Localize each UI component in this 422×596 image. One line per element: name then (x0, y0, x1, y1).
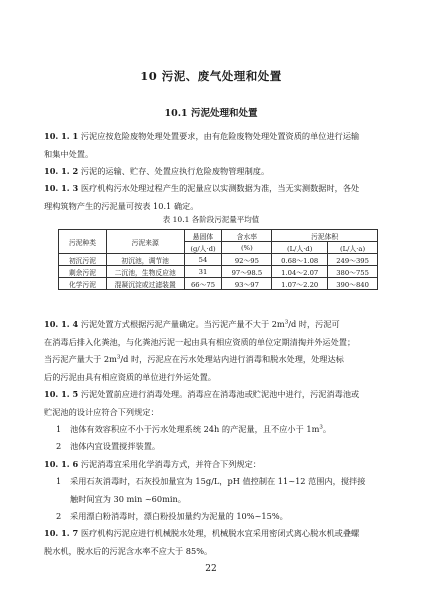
clause-10-1-3 (44, 180, 382, 215)
clause-text: 污泥处置方式根据污泥产量确定。当污泥产量不大于 2m (80, 319, 285, 329)
clause-10-1-6 (44, 456, 382, 474)
sludge-table (58, 229, 378, 290)
table-row (59, 266, 378, 278)
table-cell: 1.07～2.20 (272, 278, 328, 290)
table-caption: 表 10.1 各阶段污泥量平均值 (162, 215, 260, 224)
clause-number: 10. 1. 5 (44, 389, 79, 399)
table-header-moisture-unit: (%) (222, 242, 272, 254)
clause-text: /d 时，污泥可 (288, 319, 340, 329)
list-index: 2 (56, 441, 62, 451)
list-text: 。 (322, 424, 332, 434)
clause-text: 和集中处置。 (44, 148, 94, 159)
table-cell: 380～755 (328, 266, 378, 278)
clause-number: 10. 1. 6 (44, 459, 79, 469)
clause-text: 医疗机构污水处理过程产生的泥量应以实测数据为准，当无实测数据时，各处 (80, 183, 360, 193)
table-cell: 66～75 (184, 278, 222, 290)
table-cell: 92～95 (222, 254, 272, 266)
clause-10-1-2 (44, 163, 382, 181)
clause-text: 贮泥池的设计应符合下列规定： (44, 406, 159, 417)
clause-text: /d 时，污泥应在污水处理站内进行消毒和脱水处理，处理达标 (120, 354, 344, 364)
table-header-moisture: 含水率 (222, 230, 272, 242)
table-header-volume-year: (L/人·a) (328, 242, 378, 254)
clause-text: 在消毒后排入化粪池，与化粪池污泥一起由具有相应资质的单位定期清掏并外运处置； (44, 336, 356, 347)
table-cell: 二沉池，生物反应池 (106, 266, 184, 278)
table-header-type: 污泥种类 (59, 230, 107, 254)
section-title: 10.1 污泥处理和处置 (164, 108, 258, 119)
clause-text: 污泥的运输、贮存、处置应执行危险废物管理制度。 (80, 166, 270, 176)
clause-number: 10. 1. 3 (44, 183, 79, 193)
table-cell: 初沉污泥 (59, 254, 107, 266)
clause-text: 污泥消毒宜采用化学消毒方式，并符合下列规定： (80, 459, 261, 469)
list-item (56, 508, 382, 526)
clause-text: 理构筑物产生的污泥量可按表 10.1 确定。 (44, 200, 199, 211)
table-cell: 93～97 (222, 278, 272, 290)
table-row (59, 254, 378, 266)
table-cell: 97～98.5 (222, 266, 272, 278)
clause-10-1-5 (44, 386, 382, 421)
list-text: 触时间宜为 30 min ~60min。 (70, 493, 186, 504)
table-cell: 0.68～1.08 (272, 254, 328, 266)
clause-text: 污泥处置前应进行消毒处理。消毒应在消毒池或贮泥池中进行，污泥消毒池或 (80, 389, 360, 399)
superscript: 3 (284, 319, 289, 326)
superscript: 3 (319, 424, 323, 431)
list-index: 1 (56, 424, 62, 434)
table-header-solids-unit: (g/人·d) (184, 242, 222, 254)
table-cell: 化学污泥 (59, 278, 107, 290)
clause-text: 脱水机，脱水后的污泥含水率不应大于 85%。 (44, 545, 213, 556)
clause-number: 10. 1. 2 (44, 166, 79, 176)
table-cell: 1.04～2.07 (272, 266, 328, 278)
clause-10-1-4 (44, 316, 382, 386)
clause-number: 10. 1. 7 (44, 528, 79, 538)
list-text: 池体有效容积应不小于污水处理系统 24h 的产泥量，且不应小于 1m (70, 424, 320, 434)
clause-number: 10. 1. 1 (44, 131, 79, 141)
table-row (59, 278, 378, 290)
clause-text: 医疗机构污泥应进行机械脱水处理，机械脱水宜采用密闭式离心脱水机或叠螺 (80, 528, 360, 538)
clause-10-1-1 (44, 128, 382, 163)
list-item (56, 438, 382, 456)
list-text: 采用石灰消毒时，石灰投加量宜为 15g/L，pH 值控制在 11~12 范围内，搅拌接 (70, 476, 366, 486)
table-header-volume: 污泥体积 (272, 230, 378, 242)
list-text: 采用漂白粉消毒时，漂白粉投加量约为泥量的 10%~15%。 (70, 511, 288, 521)
list-index: 2 (56, 511, 62, 521)
table-cell: 31 (184, 266, 222, 278)
table-cell: 249～395 (328, 254, 378, 266)
clause-text: 后的污泥由具有相应资质的单位进行外运处置。 (44, 371, 216, 382)
table-cell: 初沉池，调节池 (106, 254, 184, 266)
clause-10-1-7 (44, 525, 382, 560)
superscript: 3 (116, 354, 121, 361)
table-header-solids: 悬固体 (184, 230, 222, 242)
list-index: 1 (56, 476, 62, 486)
list-text: 池体内宜设置搅拌装置。 (70, 441, 161, 451)
page-number: 22 (205, 564, 217, 574)
list-item (56, 421, 382, 439)
clause-text: 污泥应按危险废物处理处置要求，由有危险废物处理处置资质的单位进行运输 (80, 131, 360, 141)
clause-number: 10. 1. 4 (44, 319, 79, 329)
list-item (56, 473, 382, 508)
table-cell: 混凝沉淀或过滤装置 (106, 278, 184, 290)
table-cell: 54 (184, 254, 222, 266)
table-cell: 剩余污泥 (59, 266, 107, 278)
table-header-source: 污泥来源 (106, 230, 184, 254)
table-cell: 390～840 (328, 278, 378, 290)
clause-text: 当污泥产量大于 2m (44, 354, 117, 364)
chapter-title: 10 污泥、废气处理和处置 (140, 69, 282, 83)
table-header-volume-day: (L/人·d) (272, 242, 328, 254)
